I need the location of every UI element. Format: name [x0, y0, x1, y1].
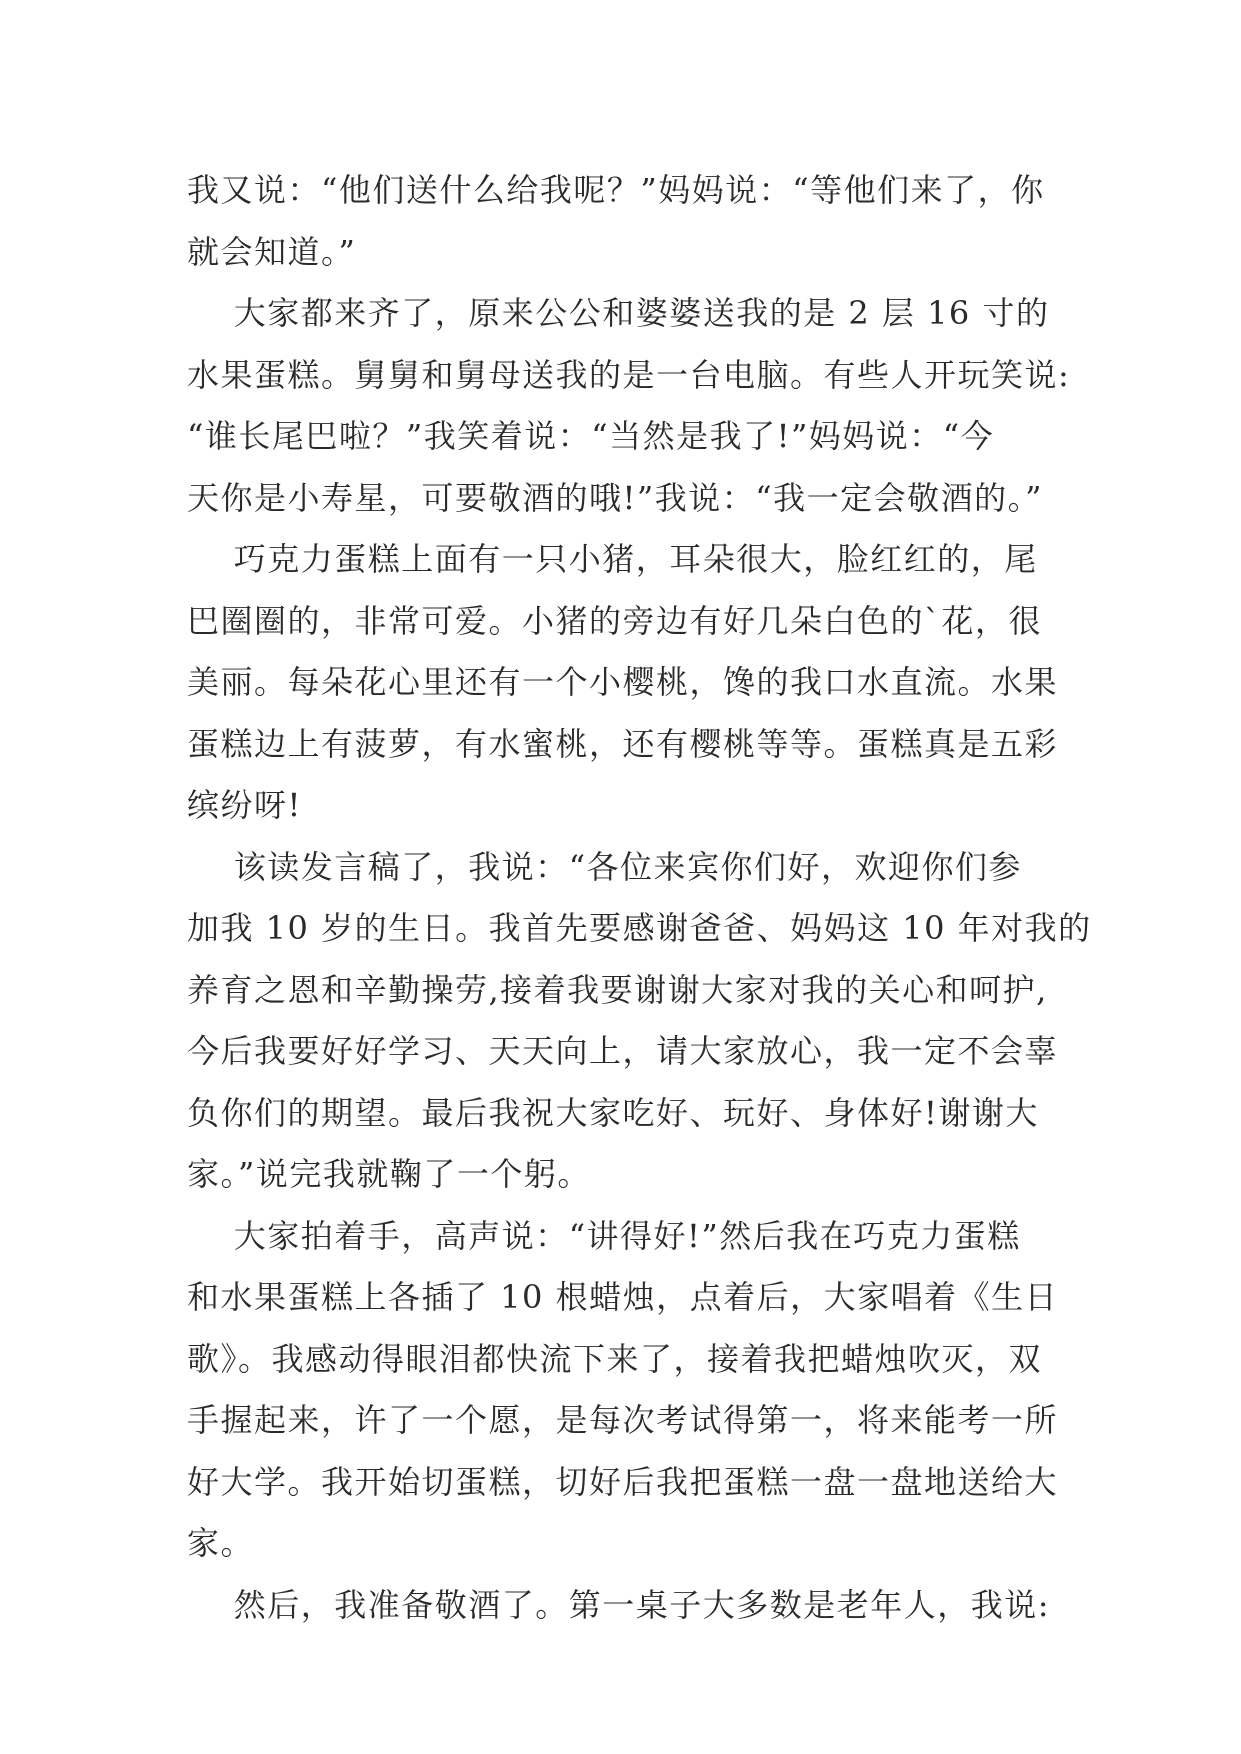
text-line: 美丽。每朵花心里还有一个小樱桃，馋的我口水直流。水果	[187, 663, 1059, 701]
text-line: 我又说：“他们送什么给我呢？”妈妈说：“等他们来了，你	[187, 171, 1045, 209]
text-line: 巴圈圈的，非常可爱。小猪的旁边有好几朵白色的`花，很	[187, 601, 1043, 640]
text-line: 负你们的期望。最后我祝大家吃好、玩好、身体好!谢谢大	[187, 1093, 1039, 1132]
body-text	[187, 160, 1092, 1636]
text-line: 蛋糕边上有菠萝，有水蜜桃，还有樱桃等等。蛋糕真是五彩	[187, 724, 1059, 763]
text-line: 家。	[187, 1524, 255, 1562]
text-line: 巧克力蛋糕上面有一只小猪，耳朵很大，脸红红的，尾	[187, 540, 1038, 578]
text-line: 家。”说完我就鞠了一个躬。	[187, 1155, 591, 1193]
text-line: 加我 10 岁的生日。我首先要感谢爸爸、妈妈这 10 年对我的	[187, 909, 1092, 947]
text-line: 养育之恩和辛勤操劳,接着我要谢谢大家对我的关心和呵护,	[187, 970, 1048, 1009]
text-line: 好大学。我开始切蛋糕，切好后我把蛋糕一盘一盘地送给大	[187, 1462, 1059, 1501]
text-line: 大家都来齐了，原来公公和婆婆送我的是 2 层 16 寸的	[187, 294, 1050, 332]
text-line: 大家拍着手，高声说：“讲得好!”然后我在巧克力蛋糕	[187, 1216, 1021, 1255]
text-line: 手握起来，许了一个愿，是每次考试得第一，将来能考一所	[187, 1401, 1059, 1439]
text-line: 该读发言稿了，我说：“各位来宾你们好，欢迎你们参	[187, 847, 1023, 886]
text-line: 歌》。我感动得眼泪都快流下来了，接着我把蜡烛吹灭，双	[187, 1339, 1043, 1378]
text-line: “谁长尾巴啦？”我笑着说：“当然是我了!”妈妈说：“今	[187, 417, 995, 455]
text-line: 和水果蛋糕上各插了 10 根蜡烛，点着后，大家唱着《生日	[187, 1278, 1059, 1316]
text-line: 天你是小寿星，可要敬酒的哦!”我说：“我一定会敬酒的。”	[187, 478, 1043, 517]
text-line: 水果蛋糕。舅舅和舅母送我的是一台电脑。有些人开玩笑说:	[187, 355, 1071, 394]
text-line: 然后，我准备敬酒了。第一桌子大多数是老年人，我说:	[187, 1585, 1050, 1624]
text-line: 缤纷呀!	[187, 786, 302, 824]
text-line: 就会知道。”	[187, 232, 357, 271]
text-line: 今后我要好好学习、天天向上，请大家放心，我一定不会辜	[187, 1032, 1059, 1070]
